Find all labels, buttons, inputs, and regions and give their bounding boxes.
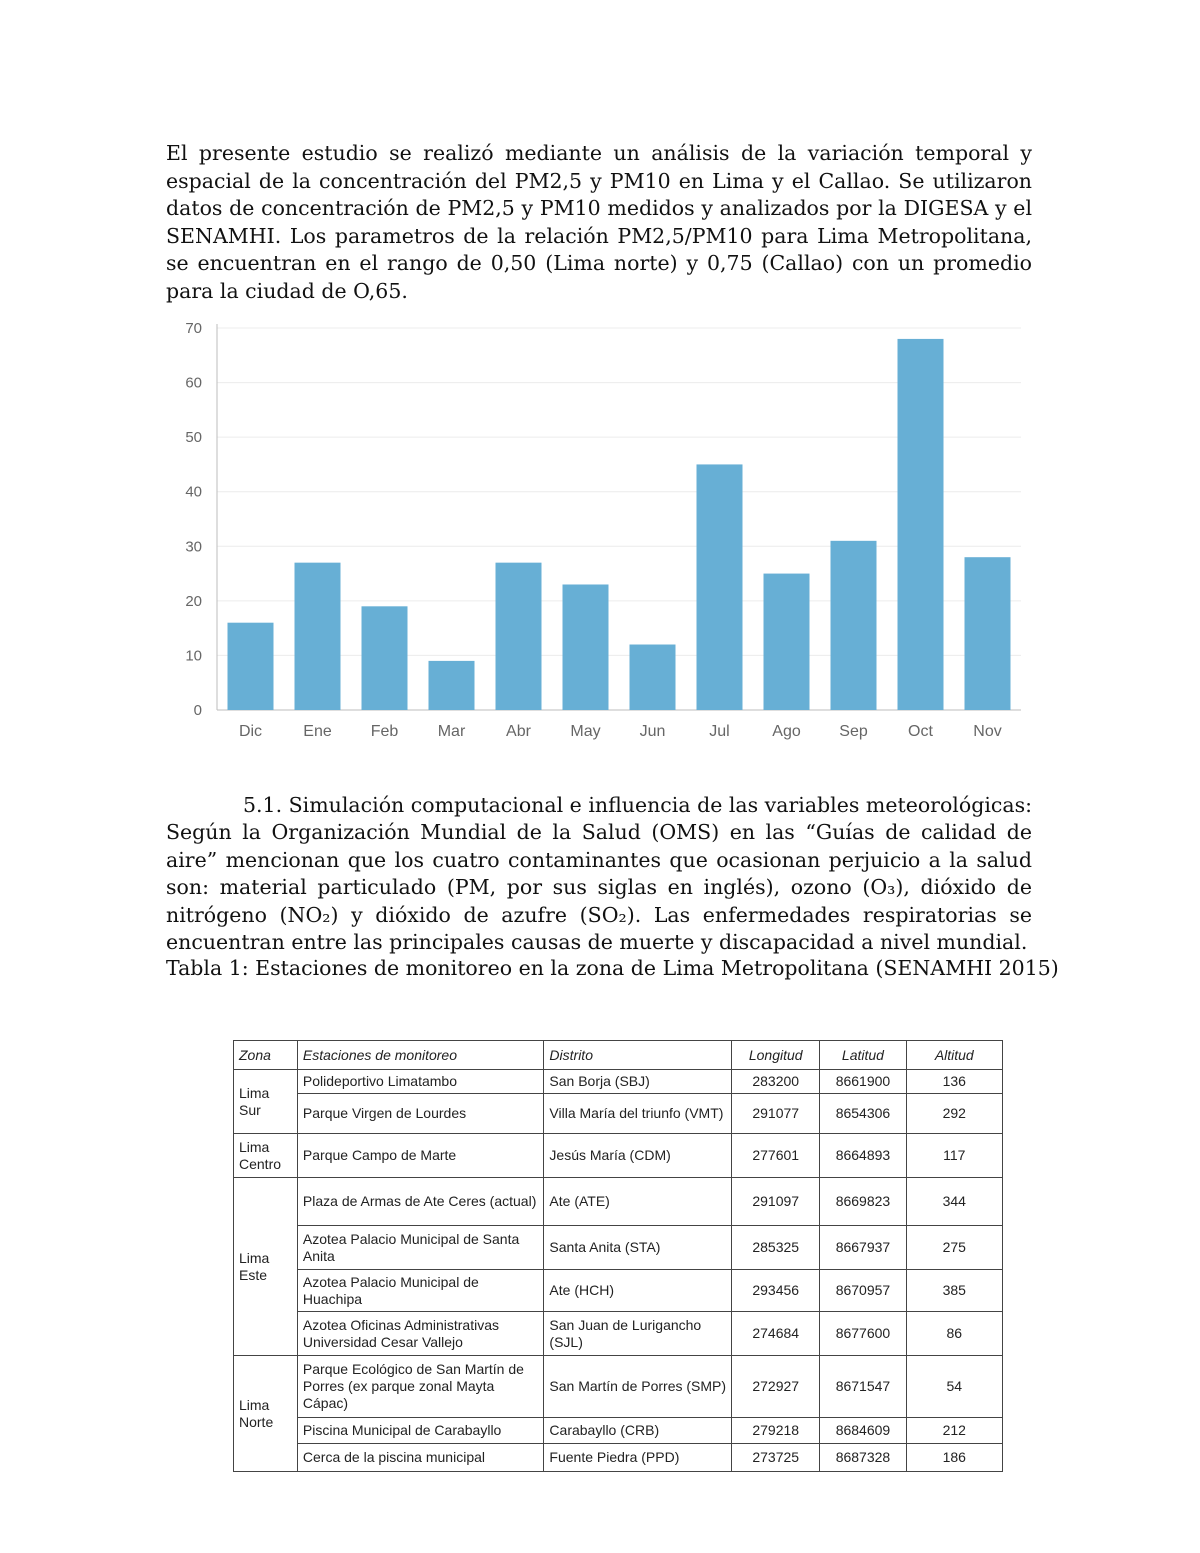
- district-cell: Santa Anita (STA): [544, 1226, 732, 1270]
- header-estacion: Estaciones de monitoreo: [297, 1041, 544, 1070]
- district-cell: San Martín de Porres (SMP): [544, 1356, 732, 1418]
- station-cell: Piscina Municipal de Carabayllo: [297, 1418, 544, 1444]
- station-cell: Azotea Palacio Municipal de Santa Anita: [297, 1226, 544, 1270]
- intro-paragraph: El presente estudio se realizó mediante un análisis de la variación temporal y espacial de la concentración del PM2,5 y PM10 en Lima y el Callao. Se utilizaron datos de concentración de PM2,5 y PM10 medidos y analizados por la DIGESA y el SENAMHI. Los parametros de la relación PM2,5/PM10 para Lima Metropolitana, se encuentran en el rango de 0,50 (Lima norte) y 0,75 (Callao) con un promedio para la ciudad de O,65.: [166, 141, 1032, 303]
- y-tick-label: 10: [185, 647, 202, 665]
- table-caption: Tabla 1: Estaciones de monitoreo en la zona de Lima Metropolitana (SENAMHI 2015): [166, 956, 1059, 980]
- latitude-cell: 8667937: [820, 1226, 906, 1270]
- y-tick-label: 40: [185, 483, 202, 501]
- latitude-cell: 8654306: [820, 1094, 906, 1134]
- x-tick-label: Dic: [238, 723, 263, 740]
- latitude-cell: 8687328: [820, 1444, 906, 1472]
- station-cell: Polideportivo Limatambo: [297, 1070, 544, 1094]
- x-tick-label: Feb: [370, 723, 399, 740]
- station-cell: Azotea Oficinas Administrativas Universidad Cesar Vallejo: [297, 1312, 544, 1356]
- table-header-row: [234, 1041, 1003, 1070]
- bar-may: [563, 584, 609, 710]
- who-paragraph: Según la Organización Mundial de la Salud (OMS) en las “Guías de calidad de aire” mencionan que los cuatro contaminantes que ocasionan perjuicio a la salud son: material particulado (PM, por sus siglas en inglés), ozono (O₃), dióxido de nitrógeno (NO₂) y dióxido de azufre (SO₂). Las enfermedades respiratorias se encuentran entre las principales causas de muerte y discapacidad a nivel mundial.: [166, 820, 1032, 954]
- header-distrito: Distrito: [544, 1041, 732, 1070]
- district-cell: Ate (ATE): [544, 1178, 732, 1226]
- altitude-cell: 275: [906, 1226, 1002, 1270]
- latitude-cell: 8671547: [820, 1356, 906, 1418]
- latitude-cell: 8661900: [820, 1070, 906, 1094]
- y-tick-label: 0: [193, 702, 202, 719]
- longitude-cell: 291097: [732, 1178, 820, 1226]
- bar-feb: [362, 606, 408, 710]
- latitude-cell: 8670957: [820, 1270, 906, 1312]
- table-row: [234, 1444, 1003, 1472]
- y-tick-label: 70: [185, 320, 202, 337]
- bar-oct: [898, 339, 944, 710]
- altitude-cell: 117: [906, 1134, 1002, 1178]
- longitude-cell: 277601: [732, 1134, 820, 1178]
- y-tick-label: 60: [185, 374, 202, 392]
- district-cell: Carabayllo (CRB): [544, 1418, 732, 1444]
- x-tick-label: Abr: [506, 723, 531, 740]
- monthly-bar-chart: [170, 312, 1030, 764]
- table-row: [234, 1178, 1003, 1226]
- longitude-cell: 273725: [732, 1444, 820, 1472]
- bar-sep: [831, 541, 877, 710]
- table-row: [234, 1094, 1003, 1134]
- y-tick-label: 50: [185, 429, 202, 447]
- district-cell: Jesús María (CDM): [544, 1134, 732, 1178]
- altitude-cell: 385: [906, 1270, 1002, 1312]
- altitude-cell: 292: [906, 1094, 1002, 1134]
- station-cell: Plaza de Armas de Ate Ceres (actual): [297, 1178, 544, 1226]
- bar-ago: [764, 574, 810, 710]
- district-cell: Ate (HCH): [544, 1270, 732, 1312]
- bar-dic: [228, 623, 274, 710]
- header-latitud: Latitud: [820, 1041, 906, 1070]
- zone-cell: Lima Este: [234, 1178, 298, 1356]
- latitude-cell: 8684609: [820, 1418, 906, 1444]
- x-tick-label: Ene: [303, 723, 332, 740]
- bar-ene: [295, 563, 341, 710]
- district-cell: San Borja (SBJ): [544, 1070, 732, 1094]
- x-tick-label: Oct: [908, 723, 933, 740]
- header-longitud: Longitud: [732, 1041, 820, 1070]
- x-tick-label: Ago: [772, 723, 801, 740]
- altitude-cell: 86: [906, 1312, 1002, 1356]
- longitude-cell: 285325: [732, 1226, 820, 1270]
- bar-jun: [630, 645, 676, 710]
- altitude-cell: 136: [906, 1070, 1002, 1094]
- station-cell: Parque Ecológico de San Martín de Porres (ex parque zonal Mayta Cápac): [297, 1356, 544, 1418]
- district-cell: San Juan de Lurigancho (SJL): [544, 1312, 732, 1356]
- latitude-cell: 8664893: [820, 1134, 906, 1178]
- zone-cell: Lima Centro: [234, 1134, 298, 1178]
- bar-nov: [965, 557, 1011, 710]
- header-altitud: Altitud: [906, 1041, 1002, 1070]
- latitude-cell: 8677600: [820, 1312, 906, 1356]
- altitude-cell: 54: [906, 1356, 1002, 1418]
- table-row: [234, 1312, 1003, 1356]
- x-tick-label: Jul: [709, 723, 730, 740]
- altitude-cell: 186: [906, 1444, 1002, 1472]
- longitude-cell: 272927: [732, 1356, 820, 1418]
- table-row: [234, 1226, 1003, 1270]
- station-cell: Parque Virgen de Lourdes: [297, 1094, 544, 1134]
- stations-table: [233, 1040, 1003, 1472]
- altitude-cell: 344: [906, 1178, 1002, 1226]
- station-cell: Azotea Palacio Municipal de Huachipa: [297, 1270, 544, 1312]
- zone-cell: Lima Sur: [234, 1070, 298, 1134]
- y-tick-label: 30: [185, 538, 202, 556]
- longitude-cell: 291077: [732, 1094, 820, 1134]
- longitude-cell: 279218: [732, 1418, 820, 1444]
- bar-mar: [429, 661, 475, 710]
- latitude-cell: 8669823: [820, 1178, 906, 1226]
- district-cell: Villa María del triunfo (VMT): [544, 1094, 732, 1134]
- longitude-cell: 283200: [732, 1070, 820, 1094]
- longitude-cell: 293456: [732, 1270, 820, 1312]
- x-tick-label: May: [570, 723, 601, 740]
- bar-jul: [697, 464, 743, 710]
- district-cell: Fuente Piedra (PPD): [544, 1444, 732, 1472]
- y-tick-label: 20: [185, 592, 202, 610]
- longitude-cell: 274684: [732, 1312, 820, 1356]
- altitude-cell: 212: [906, 1418, 1002, 1444]
- x-tick-label: Sep: [839, 723, 868, 740]
- table-row: [234, 1418, 1003, 1444]
- table-row: [234, 1270, 1003, 1312]
- header-zona: Zona: [234, 1041, 298, 1070]
- x-tick-label: Nov: [973, 723, 1002, 740]
- section-title: 5.1. Simulación computacional e influencia de las variables meteorológicas:: [243, 793, 1033, 817]
- table-row: [234, 1356, 1003, 1418]
- table-row: [234, 1134, 1003, 1178]
- zone-cell: Lima Norte: [234, 1356, 298, 1472]
- x-tick-label: Jun: [639, 723, 666, 740]
- station-cell: Cerca de la piscina municipal: [297, 1444, 544, 1472]
- table-row: [234, 1070, 1003, 1094]
- bar-abr: [496, 563, 542, 710]
- x-tick-label: Mar: [437, 723, 466, 740]
- station-cell: Parque Campo de Marte: [297, 1134, 544, 1178]
